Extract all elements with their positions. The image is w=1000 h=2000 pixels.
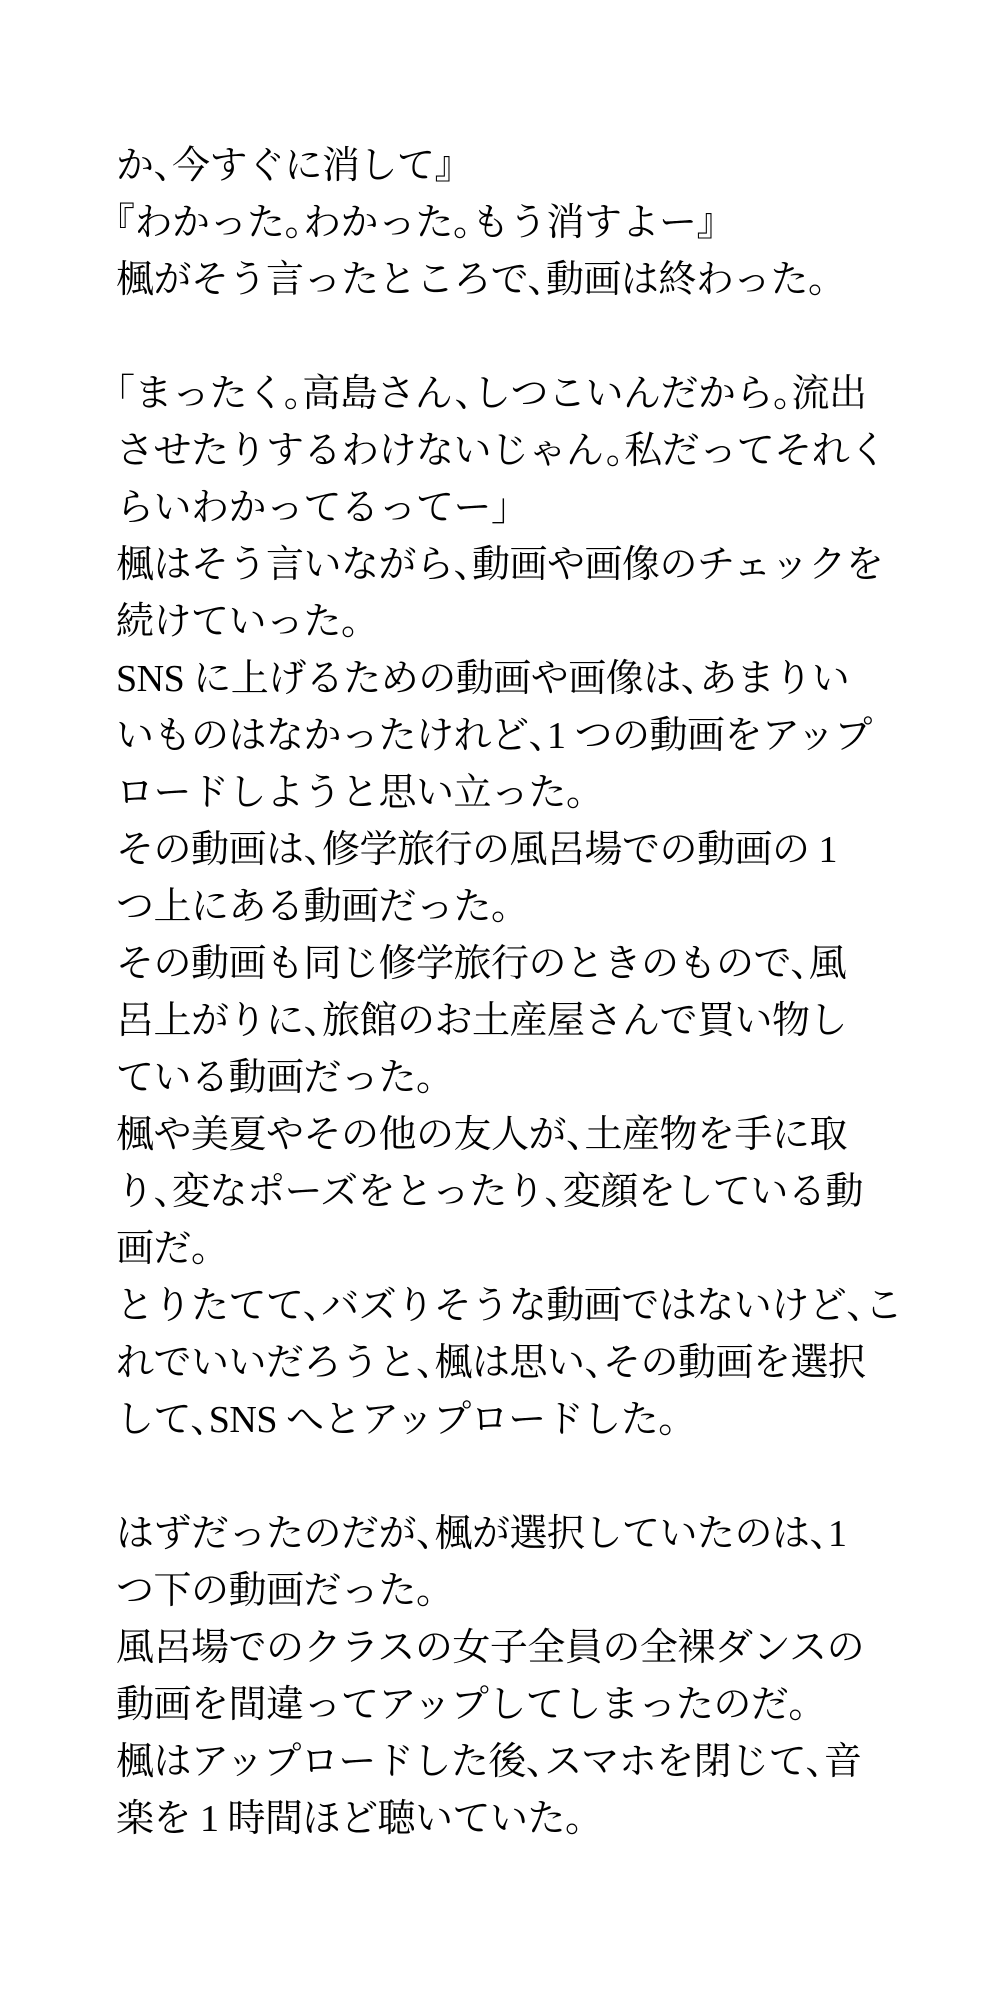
story-line: 楓はそう言いながら、動画や画像のチェックを: [116, 544, 884, 586]
story-line: させたりするわけないじゃん。私だってそれく: [116, 430, 887, 472]
story-line: 画だ。: [116, 1228, 210, 1270]
story-line: 「まったく。高島さん、しつこいんだから。流出: [116, 373, 867, 415]
story-line: その動画は、修学旅行の風呂場での動画の 1: [116, 829, 838, 871]
story-line: 楓や美夏やその他の友人が、土産物を手に取: [116, 1114, 848, 1156]
story-line: 風呂場でのクラスの女子全員の全裸ダンスの: [116, 1627, 865, 1669]
story-line: 『わかった。わかった。もう消すよー』: [116, 202, 716, 244]
story-line: 動画を間違ってアップしてしまったのだ。: [116, 1684, 807, 1726]
story-line: れでいいだろうと、楓は思い、その動画を選択: [116, 1342, 866, 1384]
story-line: か、今すぐに消して』: [116, 145, 454, 187]
story-line: 楽を 1 時間ほど聴いていた。: [116, 1798, 584, 1840]
story-line: はずだったのだが、楓が選択していたのは、1: [116, 1513, 847, 1555]
story-line: とりたてて、バズりそうな動画ではないけど、こ: [116, 1285, 903, 1327]
story-line: して、SNS へとアップロードした。: [116, 1399, 677, 1441]
story-line: り、変なポーズをとったり、変顔をしている動: [116, 1171, 863, 1213]
story-line: 続けていった。: [116, 601, 360, 643]
story-line: 楓はアップロードした後、スマホを閉じて、音: [116, 1741, 862, 1783]
story-line: ている動画だった。: [116, 1057, 435, 1099]
story-line: 楓がそう言ったところで、動画は終わった。: [116, 259, 827, 301]
story-line: いものはなかったけれど、1 つの動画をアップ: [116, 715, 872, 757]
story-line: SNS に上げるための動画や画像は、あまりい: [116, 658, 850, 700]
story-text: [116, 138, 903, 1848]
story-line: 呂上がりに、旅館のお土産屋さんで買い物し: [116, 1000, 848, 1042]
story-line: ロードしようと思い立った。: [116, 772, 585, 814]
story-line: らいわかってるってー」: [116, 487, 510, 529]
story-line-blank: [116, 1449, 896, 1506]
story-line: つ上にある動画だった。: [116, 886, 510, 928]
story-line-blank: [116, 309, 896, 366]
story-line: その動画も同じ修学旅行のときのもので、風: [116, 943, 847, 985]
story-line: つ下の動画だった。: [116, 1570, 435, 1612]
